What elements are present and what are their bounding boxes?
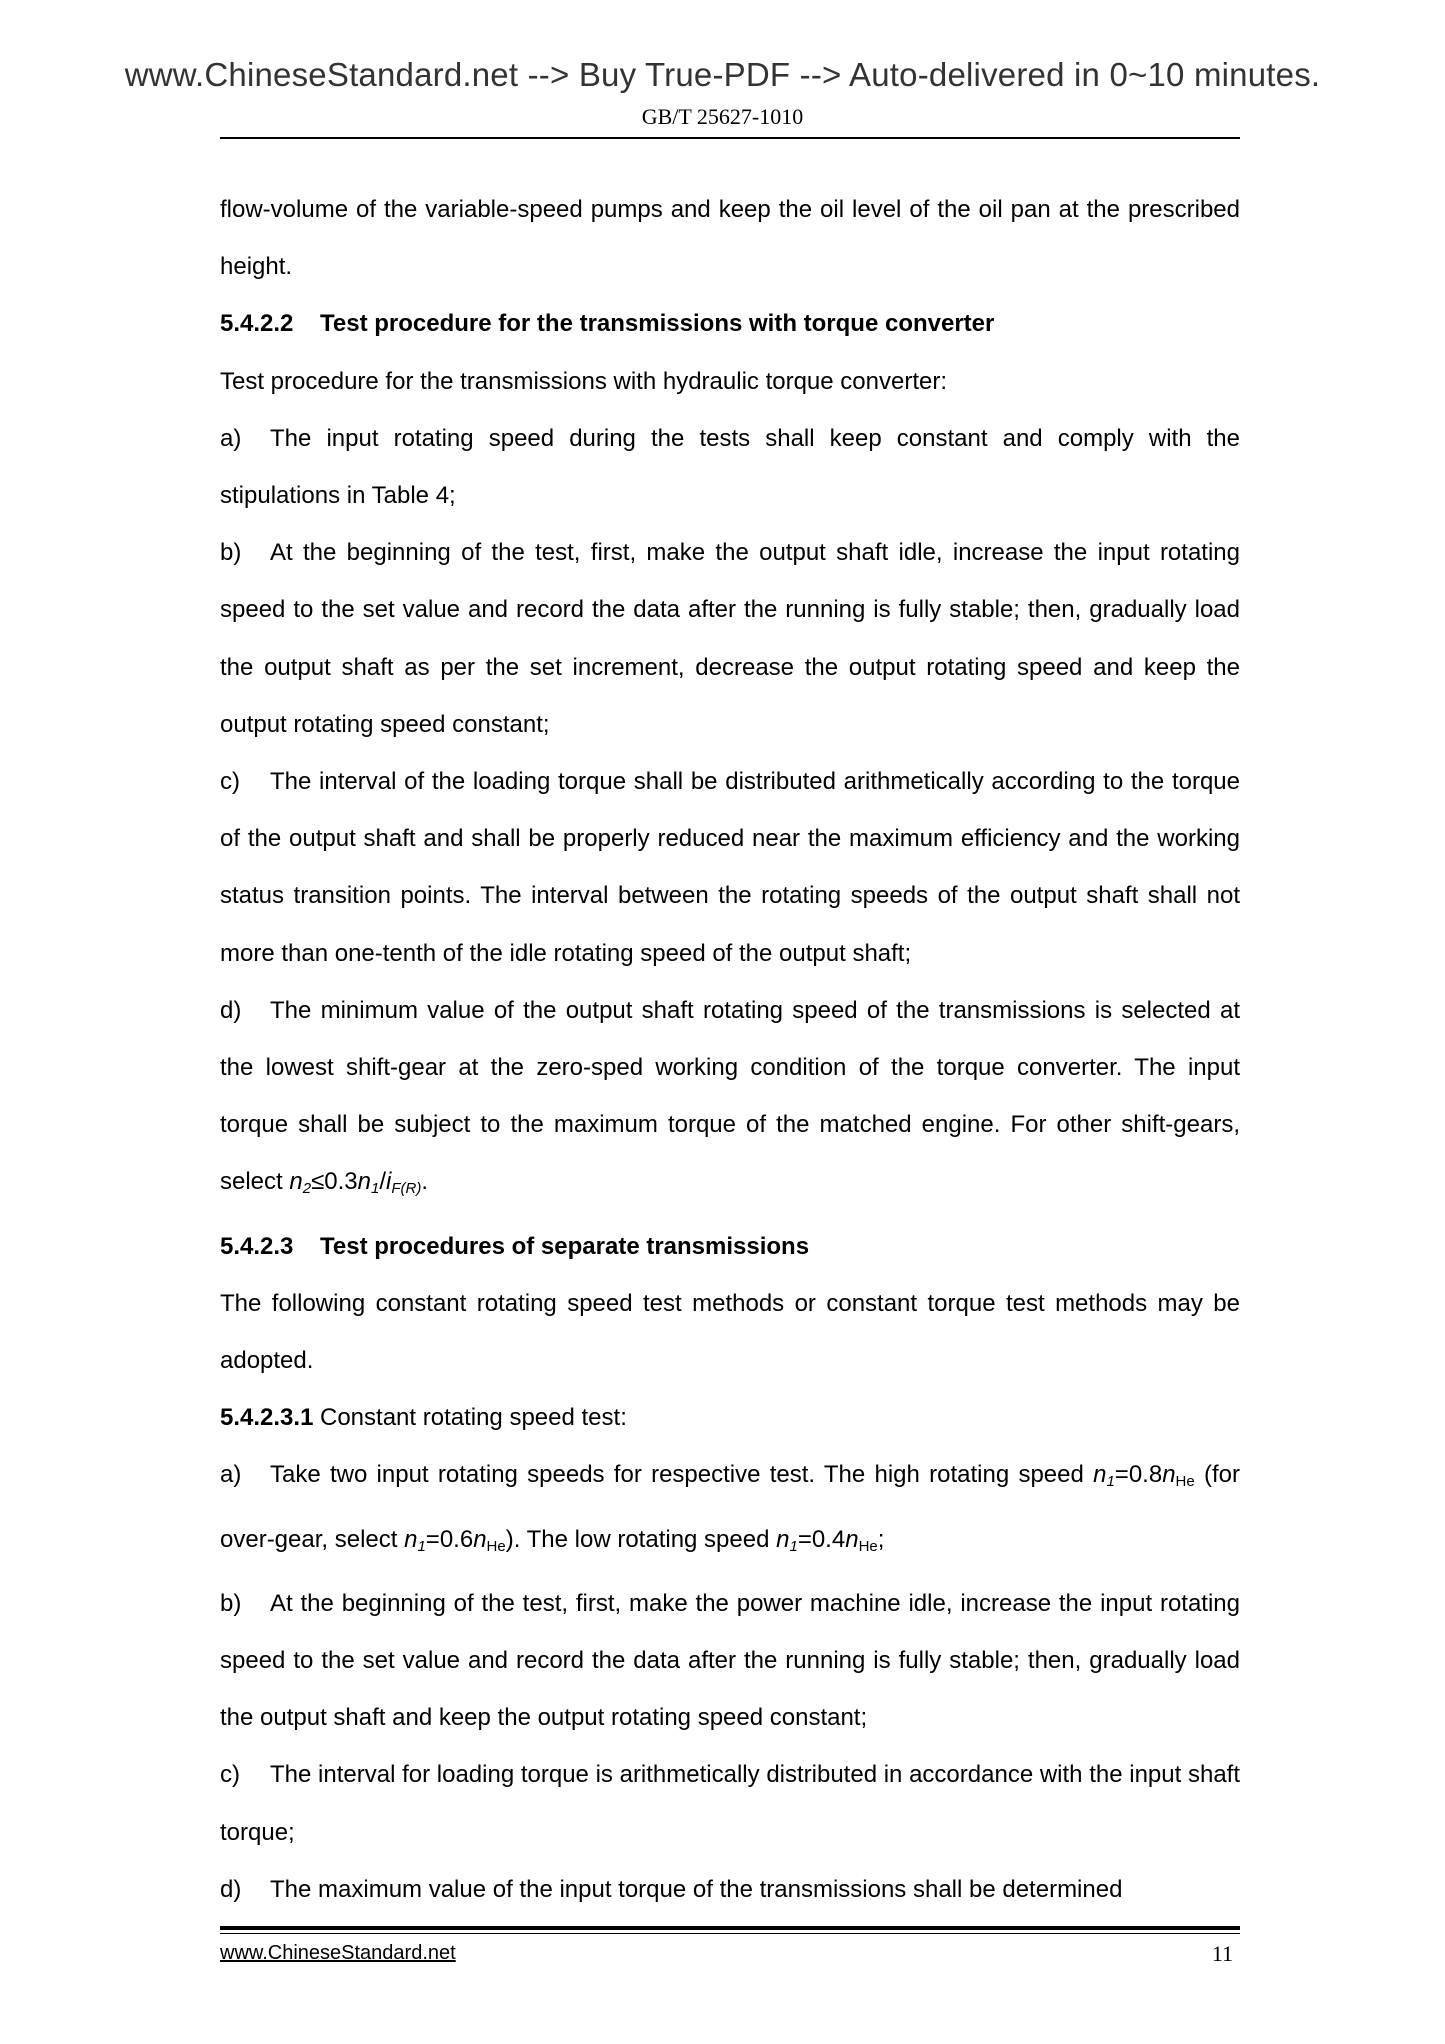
list-item-c <box>220 1746 1240 1860</box>
footer-site-link[interactable]: www.ChineseStandard.net <box>220 1942 456 1964</box>
list-marker: b) <box>220 539 242 567</box>
formula-symbol: n <box>845 1525 859 1553</box>
formula-symbol: n <box>1162 1461 1176 1489</box>
section-heading-5-4-2-3 <box>220 1218 1240 1275</box>
list-text: The interval for loading torque is arithmetically distributed in accordance with the input shaft torque; <box>220 1761 1240 1846</box>
list-marker: c) <box>220 1761 240 1789</box>
list-marker: d) <box>220 996 242 1024</box>
footer-rule-thick <box>220 1926 1240 1930</box>
list-text: ). The low rotating speed <box>505 1525 777 1553</box>
list-marker: b) <box>220 1589 242 1617</box>
section-title: Test procedures of separate transmissions <box>320 1232 810 1260</box>
formula-subscript: 1 <box>1106 1473 1115 1491</box>
formula-text: ≤0.3 <box>311 1168 358 1196</box>
list-item-b <box>220 524 1240 753</box>
formula-subscript: He <box>858 1537 878 1555</box>
list-marker: a) <box>220 1461 242 1489</box>
list-item-c <box>220 753 1240 982</box>
header-rule <box>220 137 1240 139</box>
list-text: The maximum value of the input torque of the transmissions shall be determined <box>270 1875 1123 1903</box>
list-text: At the beginning of the test, first, make the power machine idle, increase the input rotating speed to the set value and record the data after the running is fully stable; then, gradually load the output shaft and keep the output rotating speed constant; <box>220 1589 1240 1732</box>
formula-text: / <box>379 1168 386 1196</box>
continued-paragraph: flow-volume of the variable-speed pumps and keep the oil level of the oil pan at the prescribed height. <box>220 196 1240 281</box>
list-text: At the beginning of the test, first, make the output shaft idle, increase the input rotating speed to the set value and record the data after the running is fully stable; then, gradually load the output shaft as per the set increment, decrease the output rotating speed and keep the output rotating speed constant; <box>220 539 1240 738</box>
formula-symbol: n <box>1093 1461 1107 1489</box>
list-item-d <box>220 982 1240 1218</box>
list-item-d <box>220 1861 1240 1918</box>
formula-subscript: He <box>1175 1473 1195 1491</box>
list-marker: d) <box>220 1875 242 1903</box>
formula-text: ; <box>877 1525 885 1553</box>
formula-symbol: n <box>289 1168 303 1196</box>
section-number: 5.4.2.3.1 <box>220 1404 314 1432</box>
formula-subscript: 2 <box>302 1180 312 1198</box>
formula-subscript: F(R) <box>391 1180 422 1198</box>
section-number: 5.4.2.2 <box>220 310 294 338</box>
list-text: Take two input rotating speeds for respective test. The high rotating speed <box>270 1461 1094 1489</box>
formula-symbol: n <box>404 1525 418 1553</box>
section-heading-5-4-2-2 <box>220 295 1240 352</box>
formula-symbol: n <box>473 1525 487 1553</box>
section-title: Test procedure for the transmissions with torque converter <box>320 310 995 338</box>
footer-rule-thin <box>220 1933 1240 1934</box>
list-text: The minimum value of the output shaft rotating speed of the transmissions is selected at the lowest shift-gear at the zero-sped working condition of the torque converter. The input torque shall be subject to the maximum torque of the matched engine. For other shift-gears, select <box>220 996 1240 1196</box>
formula-subscript: 1 <box>789 1537 798 1555</box>
formula-subscript: 1 <box>370 1180 380 1198</box>
list-text: The input rotating speed during the tests shall keep constant and comply with the stipulations in Table 4; <box>220 424 1240 510</box>
standard-code: GB/T 25627-1010 <box>641 104 804 129</box>
section-heading-5-4-2-3-1 <box>220 1389 1240 1446</box>
list-text: (for over-gear, select <box>220 1461 1240 1553</box>
formula-subscript: 1 <box>417 1537 426 1555</box>
list-item-a <box>220 410 1240 524</box>
section-number: 5.4.2.3 <box>220 1232 294 1260</box>
site-banner[interactable]: www.ChineseStandard.net --> Buy True-PDF --> Auto-delivered in 0~10 minutes. <box>124 56 1321 93</box>
formula-symbol: i <box>386 1168 392 1196</box>
page-content <box>220 181 1240 1918</box>
formula-subscript: He <box>486 1537 506 1555</box>
list-item-a <box>220 1446 1240 1574</box>
list-marker: a) <box>220 424 242 452</box>
formula-text: =0.6 <box>425 1525 474 1553</box>
formula-text: =0.8 <box>1114 1461 1163 1489</box>
formula-symbol: n <box>776 1525 790 1553</box>
formula-text: . <box>421 1168 429 1196</box>
formula-text: =0.4 <box>797 1525 846 1553</box>
list-marker: c) <box>220 768 240 796</box>
list-item-b <box>220 1575 1240 1747</box>
section-intro: The following constant rotating speed test methods or constant torque test methods may be adopted. <box>220 1289 1240 1375</box>
section-intro: Test procedure for the transmissions with hydraulic torque converter: <box>220 367 947 395</box>
page-number: 11 <box>1211 1941 1233 1966</box>
formula-symbol: n <box>357 1168 371 1196</box>
list-text: The interval of the loading torque shall be distributed arithmetically according to the torque of the output shaft and shall be properly reduced near the maximum efficiency and the working status transition points. The interval between the rotating speeds of the output shaft shall not more than one-tenth of the idle rotating speed of the output shaft; <box>220 768 1240 967</box>
section-title: Constant rotating speed test: <box>320 1404 627 1432</box>
